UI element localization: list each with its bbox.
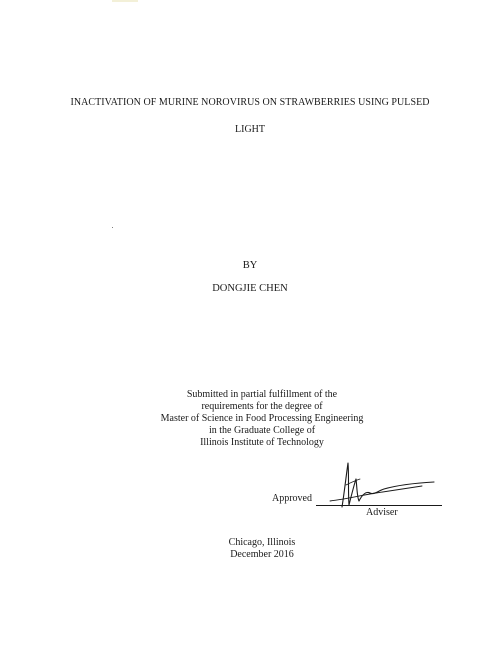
adviser-label: Adviser [366,507,398,518]
statement-line-1: Submitted in partial fulfillment of the [186,389,338,400]
date-label: December 2016 [230,549,294,560]
thesis-title-line-2: LIGHT [235,124,265,135]
signature-line [316,505,442,506]
author-name: DONGJIE CHEN [212,283,288,294]
statement-line-4: in the Graduate College of [208,425,316,436]
city-label: Chicago, Illinois [228,537,296,548]
approved-label: Approved [272,493,312,504]
thesis-title-line-1: INACTIVATION OF MURINE NOROVIRUS ON STRAWBERRIES USING PULSED [70,97,430,108]
submission-statement [0,389,500,449]
statement-line-2: requirements for the degree of [201,401,323,412]
by-label: BY [242,260,258,271]
scan-speck [112,227,113,228]
location-block [0,537,500,561]
scan-artifact [112,0,138,2]
statement-line-3: Master of Science in Food Processing Engineering [160,413,364,424]
statement-line-5: Illinois Institute of Technology [200,437,324,448]
